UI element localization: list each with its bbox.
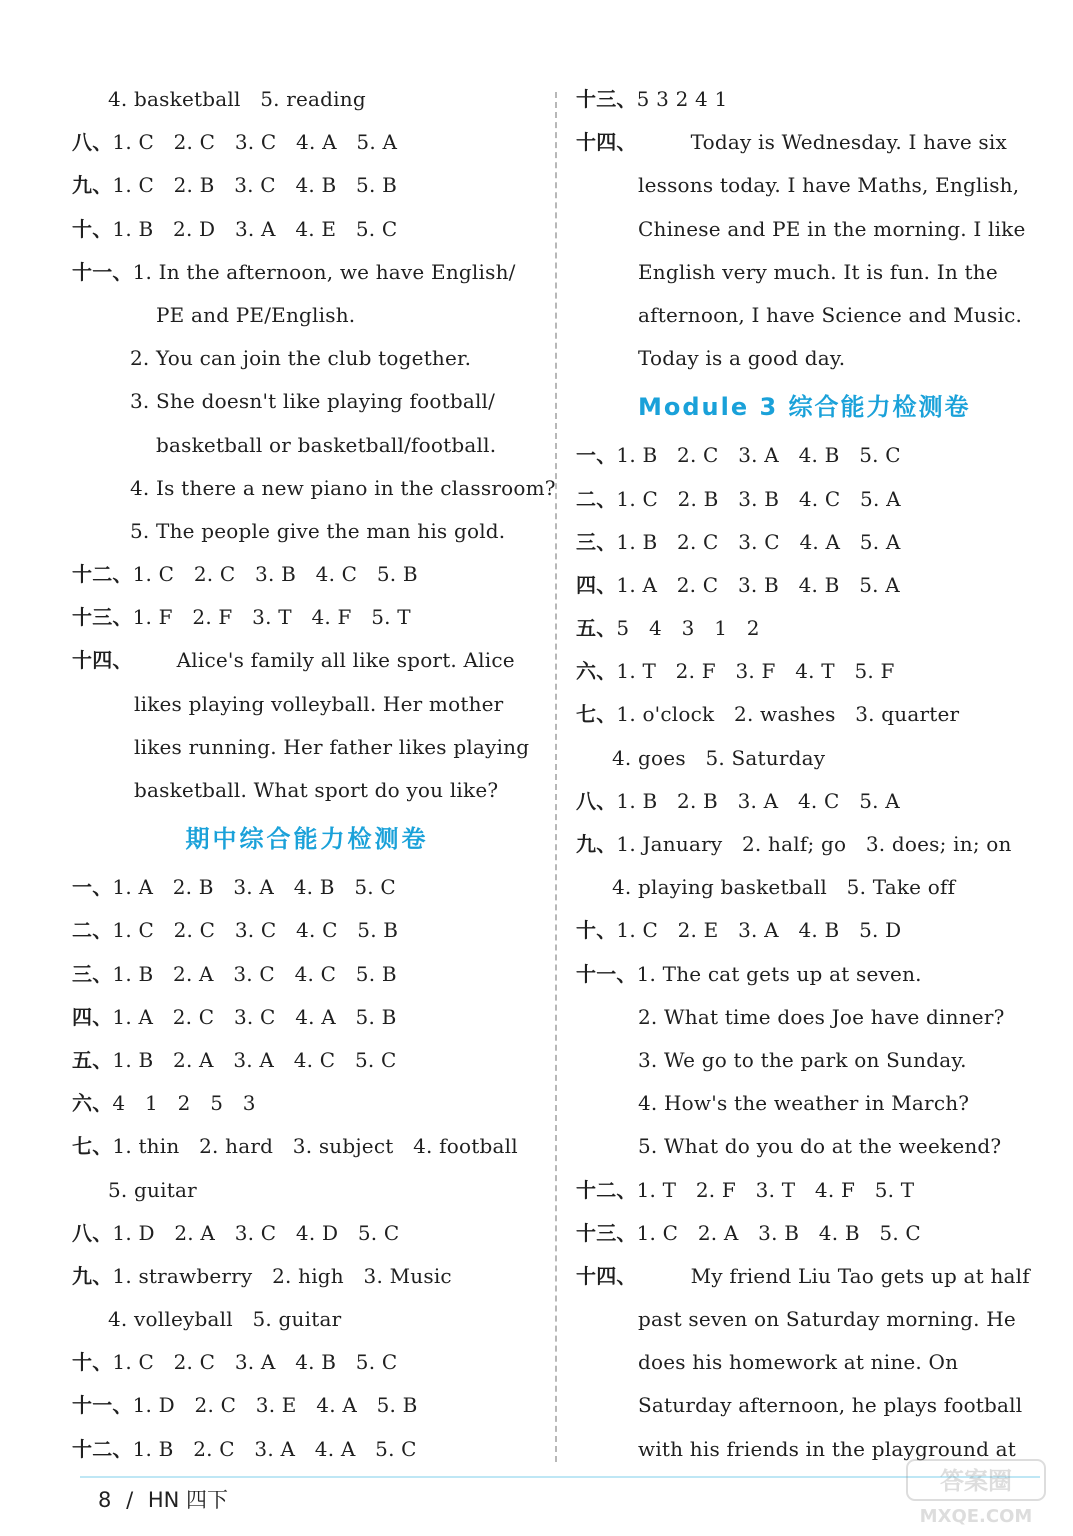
answer-line: [72, 909, 542, 952]
question-number: 十三、: [576, 1220, 637, 1245]
answer-text: 5 3 2 4 1: [636, 87, 728, 111]
answer-line: [72, 953, 542, 996]
paragraph-line: does his homework at nine. On: [638, 1350, 959, 1375]
answer-text: 1. B 2. B 3. A 4. C 5. A: [616, 788, 900, 813]
question-number: 一、: [576, 443, 617, 468]
answer-text: 1. D 2. A 3. C 4. D 5. C: [112, 1220, 400, 1245]
question-number: 十一、: [72, 259, 133, 284]
answer-line: [72, 1082, 542, 1125]
paragraph-line: Alice's family all like sport. Alice: [176, 648, 515, 673]
answer-text: 1. In the afternoon, we have English/: [132, 259, 516, 284]
answer-line: [576, 1169, 1041, 1212]
answer-text: 1. January 2. half; go 3. does; in; on: [616, 832, 1012, 856]
footer-rule: [80, 1476, 1040, 1478]
question-number: 九、: [72, 1263, 113, 1288]
left-column: [72, 78, 556, 1471]
paragraph-line: English very much. It is fun. In the: [638, 259, 998, 284]
question-number: 五、: [72, 1047, 113, 1072]
question-number: 三、: [576, 529, 617, 554]
paragraph-line: lessons today. I have Maths, English,: [638, 173, 1020, 198]
answer-text: 1. B 2. D 3. A 4. E 5. C: [112, 216, 398, 241]
answer-text: PE and PE/English.: [156, 302, 356, 327]
page-footer: [98, 1484, 228, 1514]
answer-line: [576, 607, 1041, 650]
paragraph-line: My friend Liu Tao gets up at half: [690, 1263, 1030, 1288]
answer-text: 4. goes 5. Saturday: [612, 745, 826, 770]
answer-text: 2. You can join the club together.: [130, 346, 472, 371]
paragraph-first-line: [72, 639, 542, 682]
answer-text: 4 1 2 5 3: [112, 1091, 256, 1116]
answer-line: [576, 1082, 1041, 1125]
question-number: 八、: [576, 788, 617, 813]
answer-text: 1. C 2. C 3. B 4. C 5. B: [132, 562, 418, 587]
question-number: 十、: [72, 216, 113, 241]
answer-line: [72, 1341, 542, 1384]
answer-line: [576, 866, 1041, 909]
answer-text: 4. playing basketball 5. Take off: [612, 875, 956, 900]
answer-line: [576, 521, 1041, 564]
answer-line: [576, 693, 1041, 736]
answer-line: [576, 737, 1041, 780]
question-number: 十、: [576, 918, 617, 943]
answer-text: 1. B 2. C 3. C 4. A 5. A: [616, 529, 901, 554]
watermark-top-text: 答案圈: [940, 1467, 1012, 1495]
paragraph-line: Saturday afternoon, he plays football: [638, 1393, 1023, 1418]
answer-text: 1. C 2. E 3. A 4. B 5. D: [616, 918, 902, 943]
answer-line: [576, 909, 1041, 952]
answer-text: 1. T 2. F 3. F 4. T 5. F: [616, 659, 895, 684]
right-column: [576, 78, 1041, 1471]
answer-line: [72, 1169, 542, 1212]
footer-separator: /: [126, 1488, 134, 1512]
answer-line: [72, 866, 542, 909]
right-answer-list: [576, 434, 1041, 1255]
paragraph-first-line: [576, 121, 1041, 164]
answer-line: [72, 1125, 542, 1168]
question-number: 四、: [576, 572, 617, 597]
answer-line: [576, 478, 1041, 521]
question-number: 三、: [72, 961, 113, 986]
answer-text: 1. C 2. C 3. C 4. A 5. A: [112, 130, 398, 155]
paragraph-line: basketball. What sport do you like?: [134, 778, 499, 802]
answer-line: [576, 650, 1041, 693]
paragraph-first-line: [576, 1255, 1041, 1298]
answer-text: 1. C 2. C 3. A 4. B 5. C: [112, 1350, 398, 1375]
answer-text: 4. volleyball 5. guitar: [108, 1307, 342, 1332]
answer-line: [576, 1212, 1041, 1255]
page-number: 8: [98, 1488, 112, 1512]
answer-line: [72, 1039, 542, 1082]
answer-text: 5. guitar: [108, 1177, 197, 1202]
left-paragraph-block: [72, 639, 542, 812]
answer-text: 4. basketball 5. reading: [108, 87, 366, 111]
paragraph-line: Today is Wednesday. I have six: [690, 130, 1007, 155]
paragraph-line: past seven on Saturday morning. He: [638, 1307, 1016, 1332]
answer-text: 1. A 2. B 3. A 4. B 5. C: [112, 875, 396, 900]
question-number: 十一、: [576, 961, 637, 986]
answer-line: [72, 337, 542, 380]
question-number: 十四、: [72, 648, 133, 673]
answer-line: [72, 380, 542, 423]
column-divider: [555, 92, 557, 1462]
paragraph-line: with his friends in the playground at: [638, 1436, 1017, 1461]
left-answer-list-bottom: [72, 866, 542, 1471]
answer-text: 1. C 2. A 3. B 4. B 5. C: [636, 1220, 921, 1245]
question-number: 十、: [72, 1350, 113, 1375]
question-number: 二、: [72, 918, 113, 943]
answer-text: 3. We go to the park on Sunday.: [638, 1047, 967, 1072]
paragraph-line: likes running. Her father likes playing: [134, 734, 530, 759]
answer-text: 1. T 2. F 3. T 4. F 5. T: [636, 1177, 915, 1202]
answer-text: 1. A 2. C 3. B 4. B 5. A: [616, 572, 900, 597]
answer-text: 1. strawberry 2. high 3. Music: [112, 1263, 452, 1288]
watermark-bottom-text: MXQE.COM: [919, 1506, 1033, 1527]
question-number: 十二、: [72, 1436, 133, 1461]
question-number: 二、: [576, 486, 617, 511]
paragraph-line: afternoon, I have Science and Music.: [638, 302, 1023, 327]
answer-text: 1. B 2. C 3. A 4. A 5. C: [132, 1436, 417, 1461]
answer-text: 1. B 2. A 3. C 4. C 5. B: [112, 961, 397, 986]
answer-text: 1. D 2. C 3. E 4. A 5. B: [132, 1393, 418, 1418]
section-title-module3: Module 3 综合能力检测卷: [638, 393, 971, 422]
answer-line: [72, 1428, 542, 1471]
answer-line: [72, 1255, 542, 1298]
answer-text: basketball or basketball/football.: [156, 432, 497, 457]
section-title-midterm: 期中综合能力检测卷: [185, 825, 429, 854]
answer-line: [576, 953, 1041, 996]
answer-text: 1. B 2. C 3. A 4. B 5. C: [616, 443, 901, 468]
question-number: 十四、: [576, 130, 637, 155]
left-answer-list-top: [72, 78, 556, 639]
answer-line: [72, 164, 542, 207]
answer-text: 1. F 2. F 3. T 4. F 5. T: [132, 605, 411, 630]
answer-text: 4. How's the weather in March?: [638, 1091, 970, 1116]
answer-text: 5. The people give the man his gold.: [130, 518, 506, 543]
question-number: 十三、: [576, 87, 637, 111]
question-number: 七、: [576, 702, 617, 727]
answer-line: [72, 596, 542, 639]
question-number: 十三、: [72, 605, 133, 630]
question-number: 九、: [72, 173, 113, 198]
answer-text: 2. What time does Joe have dinner?: [638, 1004, 1005, 1029]
answer-line: [576, 780, 1041, 823]
question-number: 五、: [576, 616, 617, 641]
right-paragraph-block-2: [576, 1255, 1041, 1471]
answer-line: [576, 78, 1041, 121]
answer-text: 1. C 2. B 3. B 4. C 5. A: [616, 486, 901, 511]
answer-text: 5 4 3 1 2: [616, 616, 760, 641]
answer-line: [72, 121, 542, 164]
answer-line: [72, 208, 542, 251]
edition-label: HN 四下: [147, 1488, 229, 1512]
answer-line: [72, 510, 542, 553]
answer-line: [576, 564, 1041, 607]
answer-line: [72, 294, 542, 337]
answer-line: [576, 1039, 1041, 1082]
answer-line: [72, 1384, 542, 1427]
answer-line: [72, 1298, 542, 1341]
answer-line: [576, 823, 1041, 866]
answer-line: [576, 996, 1041, 1039]
answer-line: [72, 996, 542, 1039]
watermark-logo: [901, 1456, 1051, 1530]
question-number: 十二、: [576, 1177, 637, 1202]
answer-line: [72, 467, 556, 510]
answer-text: 5. What do you do at the weekend?: [638, 1134, 1002, 1159]
question-number: 十一、: [72, 1393, 133, 1418]
paragraph-line: Today is a good day.: [638, 346, 846, 371]
question-number: 七、: [72, 1134, 113, 1159]
answer-text: 3. She doesn't like playing football/: [130, 389, 496, 414]
answer-text: 1. The cat gets up at seven.: [636, 961, 922, 986]
question-number: 一、: [72, 875, 113, 900]
answer-text: 1. B 2. A 3. A 4. C 5. C: [112, 1047, 397, 1072]
answer-text: 1. o'clock 2. washes 3. quarter: [616, 702, 960, 727]
answer-text: 4. Is there a new piano in the classroom?: [130, 475, 556, 500]
question-number: 十四、: [576, 1263, 637, 1288]
right-paragraph-block-1: [576, 121, 1041, 380]
paragraph-line: Chinese and PE in the morning. I like: [638, 216, 1026, 241]
answer-line: [576, 1125, 1041, 1168]
answer-line: [72, 1212, 542, 1255]
paragraph-line: likes playing volleyball. Her mother: [134, 691, 504, 716]
question-number: 四、: [72, 1004, 113, 1029]
answer-text: 1. C 2. B 3. C 4. B 5. B: [112, 173, 397, 198]
answer-text: 1. C 2. C 3. C 4. C 5. B: [112, 918, 399, 943]
answer-line: [576, 434, 1041, 477]
question-number: 六、: [576, 659, 617, 684]
answer-line: [72, 553, 542, 596]
question-number: 六、: [72, 1091, 113, 1116]
question-number: 九、: [576, 832, 617, 856]
question-number: 八、: [72, 1220, 113, 1245]
answer-text: 1. thin 2. hard 3. subject 4. football: [112, 1134, 518, 1159]
answer-line: [72, 78, 542, 121]
question-number: 十二、: [72, 562, 133, 587]
answer-text: 1. A 2. C 3. C 4. A 5. B: [112, 1004, 397, 1029]
answer-line: [72, 424, 542, 467]
answer-line: [72, 251, 542, 294]
question-number: 八、: [72, 130, 113, 155]
